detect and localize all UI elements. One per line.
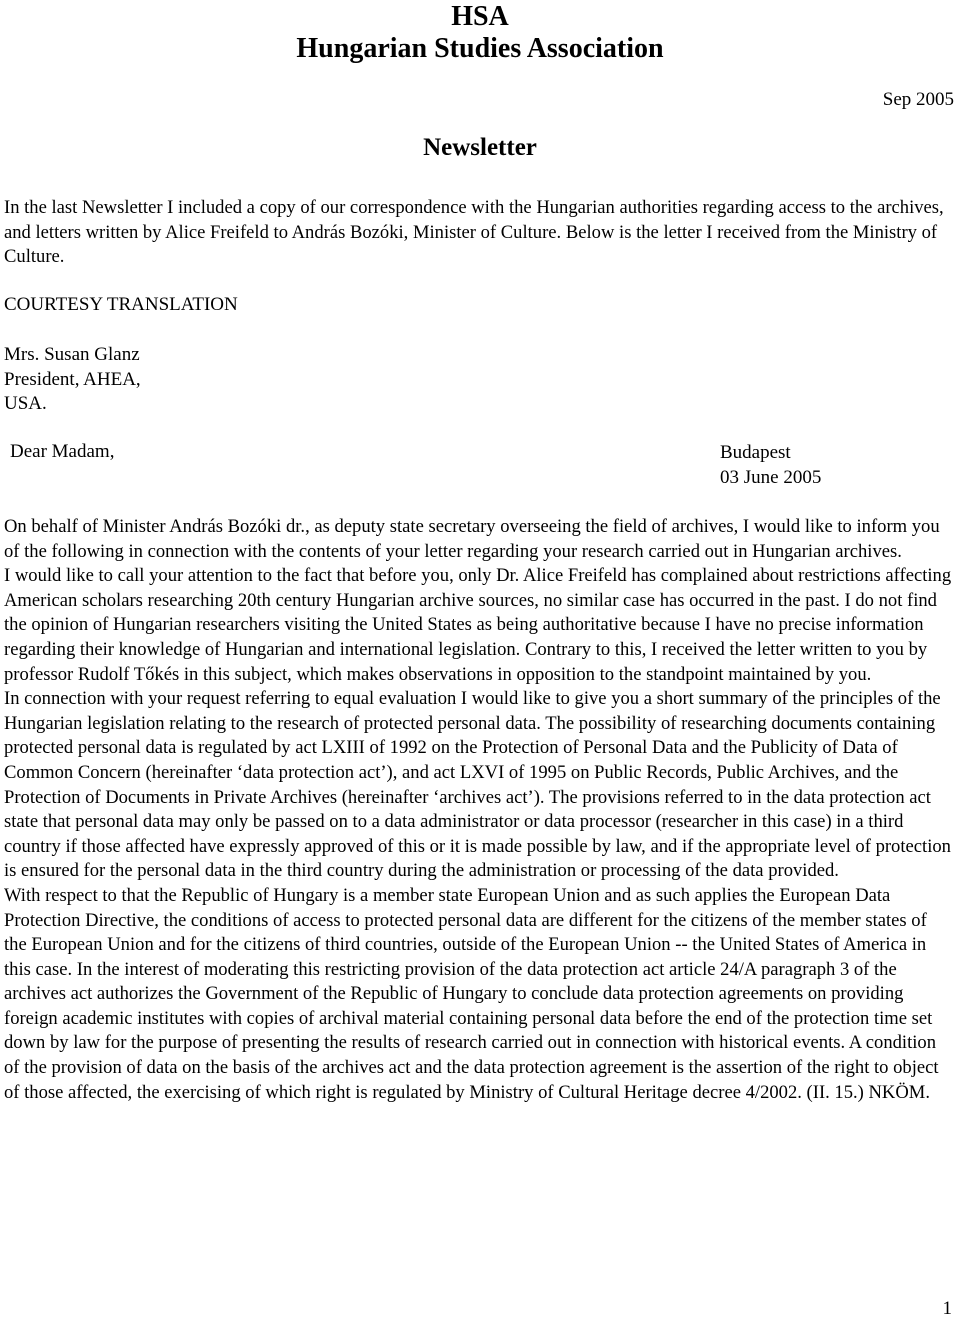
letter-body xyxy=(4,515,954,1105)
recipient-name: Mrs. Susan Glanz xyxy=(4,344,140,365)
newsletter-title: Newsletter xyxy=(423,134,537,161)
courtesy-heading: COURTESY TRANSLATION xyxy=(4,294,238,315)
recipient-title: President, AHEA, xyxy=(4,368,141,390)
letter-paragraph: With respect to that the Republic of Hungary is a member state European Union and as such applies the European Data Protection Directive, the conditions of access to protected personal data are different for the citizens of the member states of the European Union and for the citizens of third countries, outside of the European Union -- the United States of America in this case. In the interest of moderating this restricting provision of the data protection act article 24/A paragraph 3 of the archives act authorizes the Government of the Republic of Hungary to conclude data protection agreements on providing foreign academic institutes with copies of archival material containing personal data before the end of the protection time set down by law for the purpose of presenting the results of research carried out in connection with historical events. A condition of the provision of data on the basis of the archives act and the data protection agreement is the assertion of the right to object of those affected, the exercising of which right is regulated by Ministry of Cultural Heritage decree 4/2002. (II. 15.) NKÖM. xyxy=(4,884,939,1103)
newsletter-date: Sep 2005 xyxy=(882,89,954,110)
salutation: Dear Madam, xyxy=(10,441,115,462)
letter-place: Budapest xyxy=(720,442,791,463)
org-acronym: HSA xyxy=(451,1,509,32)
org-name: Hungarian Studies Association xyxy=(296,33,664,64)
page-number: 1 xyxy=(942,1298,952,1319)
letter-paragraph: I would like to call your attention to the fact that before you, only Dr. Alice Freifeld has complained about restrictions affecting American scholars researching 20th century Hungarian archive sources, no similar case has occurred in the past. I do not find the opinion of Hungarian researchers visiting the United States as being authoritative because I have no precise information regarding their knowledge of Hungarian and international legislation. Contrary to this, I received the letter written to you by professor Rudolf Tőkés in this subject, which makes observations in opposition to the standpoint maintained by you. xyxy=(4,565,952,685)
intro-paragraph: In the last Newsletter I included a copy of our correspondence with the Hungarian authorities regarding access to the archives, and letters written by Alice Freifeld to András Bozóki, Minister of Culture. Below is the letter I received from the Ministry of Culture. xyxy=(4,197,944,268)
letter-paragraph: In connection with your request referring to equal evaluation I would like to give you a short summary of the principles of the Hungarian legislation relating to the research of protected personal data. The possibility of researching documents containing protected personal data is regulated by act LXIII of 1992 on the Protection of Personal Data and the Publicity of Data of Common Concern (hereinafter ‘data protection act’), and act LXVI of 1995 on Public Records, Public Archives, and the Protection of Documents in Private Archives (hereinafter ‘archives act’). The provisions referred to in the data protection act state that personal data may only be passed on to a data administrator or data processor (researcher in this case) in a third country if those affected have expressly approved of this or it is made possible by law, and if the appropriate level of protection is ensured for the personal data in the third country during the administration or processing of the data provided. xyxy=(4,688,951,882)
letter-paragraph: On behalf of Minister András Bozóki dr., as deputy state secretary overseeing the field of archives, I would like to inform you of the following in connection with the contents of your letter regarding your research carried out in Hungarian archives. xyxy=(4,516,940,562)
letter-date: 03 June 2005 xyxy=(720,466,822,488)
recipient-country: USA. xyxy=(4,393,47,414)
recipient-address xyxy=(4,343,141,417)
place-date-block xyxy=(720,441,821,490)
